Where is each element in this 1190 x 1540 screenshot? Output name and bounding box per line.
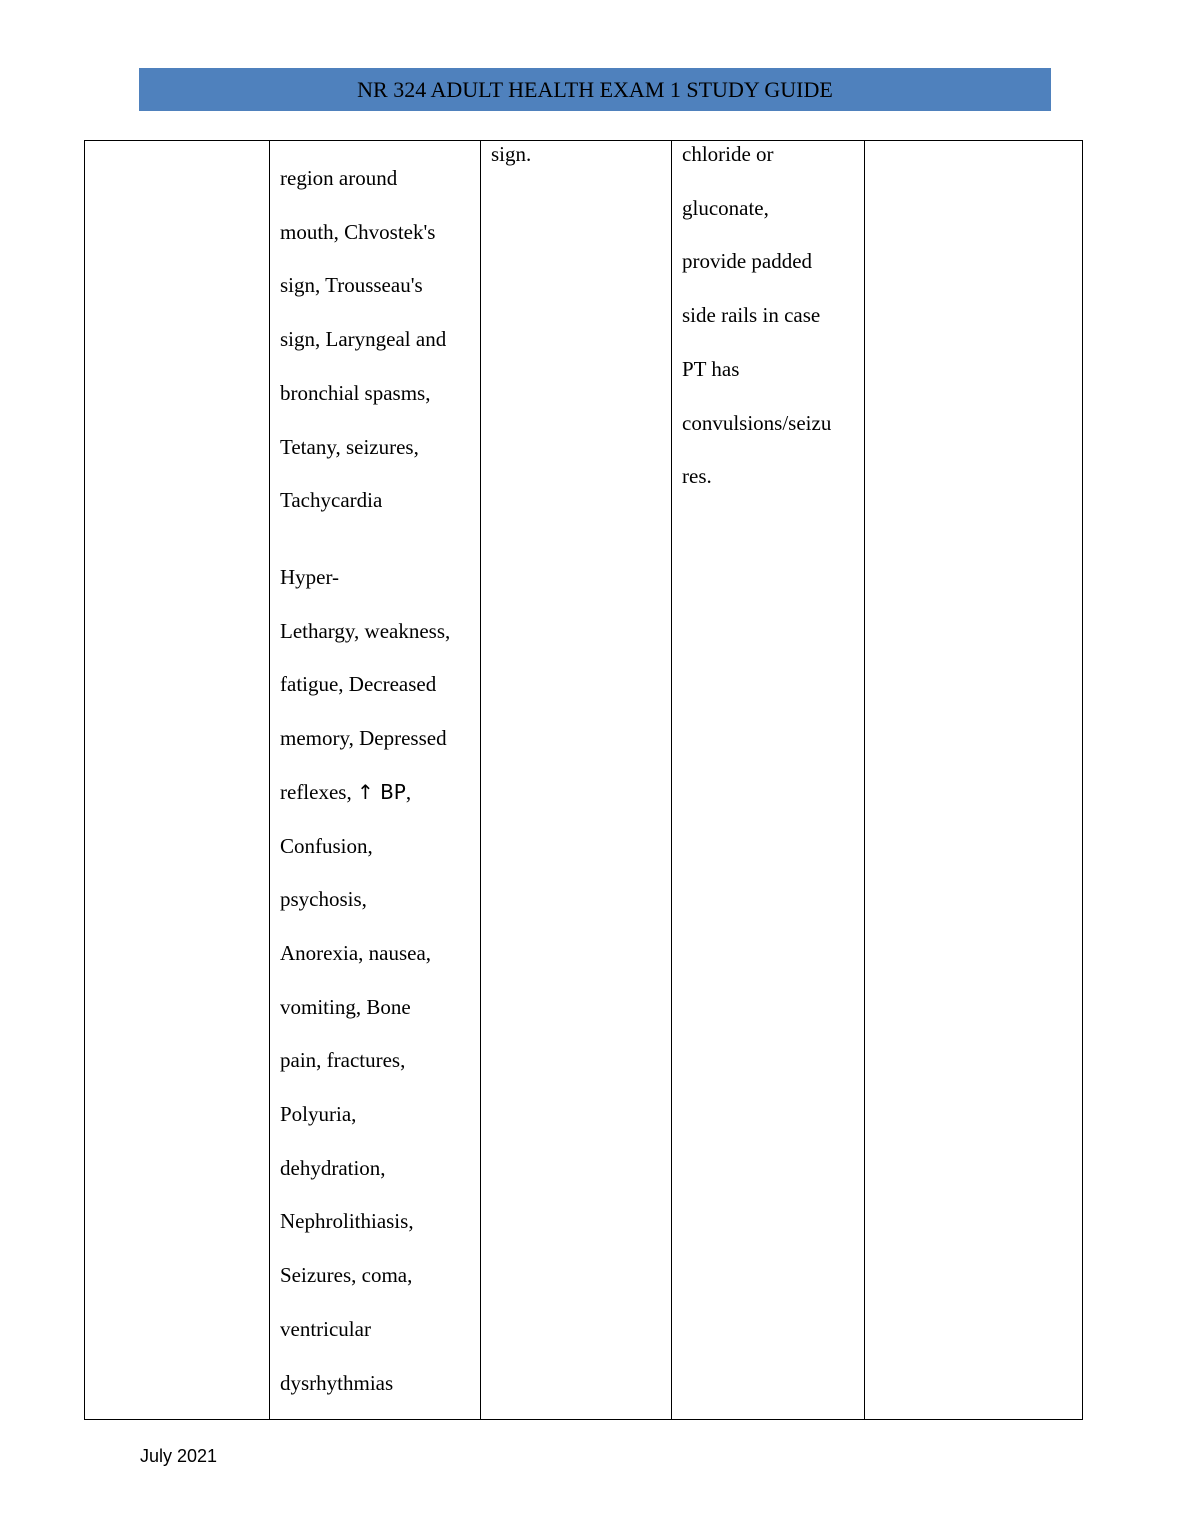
symptom-line: ventricular bbox=[280, 1316, 371, 1341]
symptom-line: vomiting, Bone bbox=[280, 994, 411, 1019]
intervention-line: gluconate, bbox=[682, 195, 769, 220]
hyper-symptoms-text bbox=[280, 551, 450, 1410]
document-title: NR 324 ADULT HEALTH EXAM 1 STUDY GUIDE bbox=[357, 76, 833, 102]
intervention-line: chloride or bbox=[682, 142, 774, 166]
up-arrow-icon: ↑ BP bbox=[356, 779, 406, 804]
content-table bbox=[84, 140, 1083, 1420]
symptom-line: fatigue, Decreased bbox=[280, 672, 437, 697]
symptom-line: pain, fractures, bbox=[280, 1048, 406, 1073]
table-cell-interventions bbox=[672, 141, 864, 1419]
hypo-symptoms-text bbox=[280, 152, 446, 528]
symptom-line: Nephrolithiasis, bbox=[280, 1209, 414, 1234]
intervention-line: provide padded bbox=[682, 249, 813, 274]
symptom-line: dehydration, bbox=[280, 1155, 386, 1180]
table-cell-col5 bbox=[865, 141, 1082, 1419]
hyper-heading: Hyper- bbox=[280, 565, 340, 589]
table-cell-symptoms bbox=[270, 141, 480, 1419]
symptom-line: mouth, Chvostek's bbox=[280, 219, 436, 244]
symptom-line: Polyuria, bbox=[280, 1102, 357, 1127]
symptom-line: bronchial spasms, bbox=[280, 380, 431, 405]
footer-date: July 2021 bbox=[140, 1446, 218, 1466]
symptom-line: sign, Trousseau's bbox=[280, 273, 423, 298]
table-cell-col1 bbox=[85, 141, 269, 1419]
symptom-line: Tachycardia bbox=[280, 488, 383, 513]
header-banner bbox=[139, 68, 1051, 111]
col3-text bbox=[491, 128, 531, 182]
symptom-line: Seizures, coma, bbox=[280, 1263, 413, 1288]
symptom-line: dysrhythmias bbox=[280, 1370, 394, 1395]
intervention-line: PT has bbox=[682, 356, 740, 381]
symptom-line: reflexes, ↑ BP, bbox=[280, 779, 412, 804]
symptom-line: memory, Depressed bbox=[280, 726, 447, 751]
cell-line: sign. bbox=[491, 142, 532, 166]
interventions-text bbox=[682, 128, 831, 504]
symptom-line: Anorexia, nausea, bbox=[280, 940, 432, 965]
intervention-line: convulsions/seizu bbox=[682, 410, 832, 435]
symptom-line: Confusion, bbox=[280, 833, 373, 858]
symptom-line: Lethargy, weakness, bbox=[280, 618, 451, 643]
intervention-line: res. bbox=[682, 464, 712, 489]
symptom-line: Tetany, seizures, bbox=[280, 434, 419, 459]
symptom-line: psychosis, bbox=[280, 887, 367, 912]
symptom-line: region around bbox=[280, 166, 398, 190]
symptom-line: sign, Laryngeal and bbox=[280, 327, 447, 352]
table-cell-col3 bbox=[481, 141, 671, 1419]
intervention-line: side rails in case bbox=[682, 303, 821, 328]
